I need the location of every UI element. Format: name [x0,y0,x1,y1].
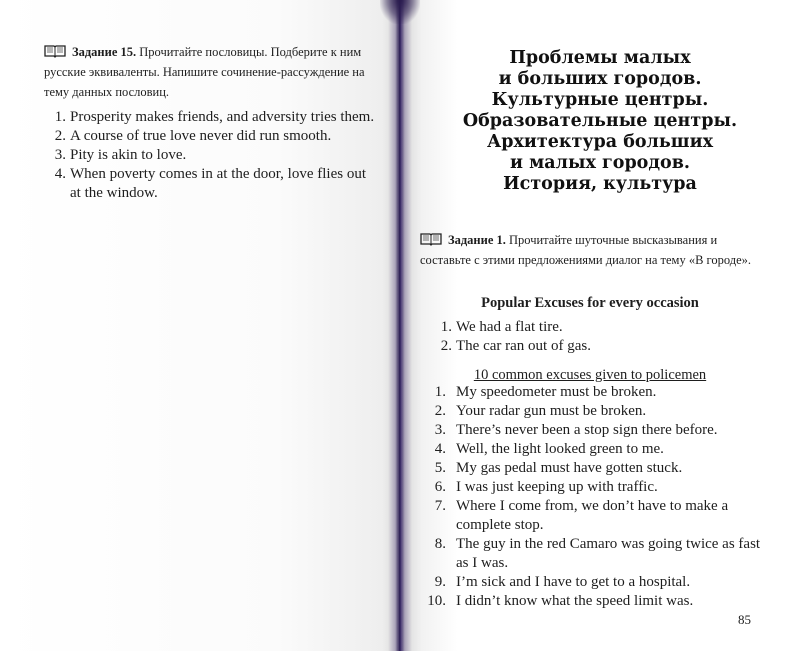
spine-shadow [380,0,420,24]
section-title-policemen: 10 common excuses given to policemen [473,367,707,383]
proverbs-list [48,108,378,203]
list-item-number: 6. [434,479,446,495]
list-item-text: We had a flat tire. [456,319,563,335]
list-item-text: Well, the light looked green to me. [456,441,664,457]
list-item-number: 10. [427,593,446,609]
list-item-number: 2. [434,403,446,419]
policeman-excuse-item [434,383,764,402]
task-label: Задание 15. [72,45,137,59]
list-item-text: I was just keeping up with traffic. [456,479,658,495]
proverb-item [48,127,378,146]
chapter-heading [455,48,745,195]
list-item-number: 4. [54,166,66,182]
heading-line: и больших городов. [498,69,702,89]
list-item-number: 3. [54,147,66,163]
list-item-number: 1. [54,109,66,125]
list-item-number: 1. [434,384,446,400]
proverb-item [48,165,378,203]
list-item-text: A course of true love never did run smooth. [70,128,332,144]
list-item-text: I didn’t know what the speed limit was. [456,593,694,609]
heading-line: Образовательные центры. [462,111,738,131]
policeman-excuse-item [427,592,764,611]
list-item-text: Where I come from, we don’t have to make a complete stop. [456,498,729,533]
heading-line: Проблемы малых [509,48,691,68]
list-item-text: I’m sick and I have to get to a hospital. [456,574,691,590]
list-item-number: 5. [434,460,446,476]
policeman-excuse-item [434,573,764,592]
list-item-text: Pity is akin to love. [70,147,187,163]
open-book-icon [44,44,66,58]
list-item-text: Your radar gun must be broken. [456,403,647,419]
policeman-excuse-item [434,440,764,459]
heading-line: Архитектура больших [486,132,713,152]
policeman-excuse-item [434,478,764,497]
excuse-item [434,337,764,356]
task-label: Задание 1. [448,233,506,247]
section-title-excuses: Popular Excuses for every occasion [481,295,699,311]
list-item-text: My speedometer must be broken. [456,384,657,400]
proverb-item [48,146,378,165]
heading-line: Культурные центры. [491,90,709,110]
policeman-excuse-item [434,402,764,421]
excuses-list [434,318,764,356]
heading-line: История, культура [503,174,697,194]
list-item-number: 3. [434,422,446,438]
policeman-excuse-item [434,497,764,535]
policeman-excuse-item [434,459,764,478]
heading-line: и малых городов. [510,153,690,173]
page-number: 85 [738,612,751,627]
list-item-number: 8. [434,536,446,552]
list-item-number: 7. [434,498,446,514]
book-spine [388,0,412,651]
list-item-text: Prosperity makes friends, and adversity tries them. [70,109,375,125]
list-item-text: There’s never been a stop sign there before. [456,422,718,438]
list-item-text: When poverty comes in at the door, love flies out at the window. [70,166,366,201]
list-item-text: The guy in the red Camaro was going twice as fast as I was. [456,536,761,571]
list-item-number: 9. [434,574,446,590]
list-item-text: My gas pedal must have gotten stuck. [456,460,683,476]
policeman-excuse-item [434,421,764,440]
list-item-number: 4. [434,441,446,457]
list-item-text: The car ran out of gas. [456,338,591,354]
proverb-item [48,108,378,127]
list-item-number: 1. [440,319,452,335]
policemen-excuses-list [427,383,764,611]
right-task-instruction [420,230,760,270]
left-task-instruction [44,42,374,102]
task-text: Прочитайте пословицы. Подберите к ним русские эквиваленты. Напишите сочинение-рассуждение на тему данных пословиц. [44,45,365,99]
excuse-item [434,318,764,337]
task-text: Прочитайте шуточные высказывания и составьте с этими предложениями диалог на тему «В городе». [420,233,752,267]
open-book-icon [420,232,442,246]
list-item-number: 2. [440,338,452,354]
list-item-number: 2. [54,128,66,144]
policeman-excuse-item [434,535,764,573]
